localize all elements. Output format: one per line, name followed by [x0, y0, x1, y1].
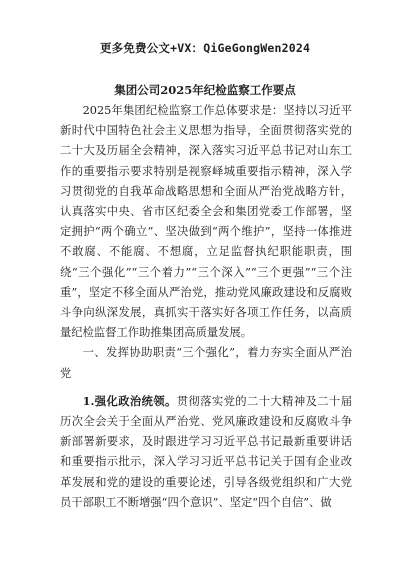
promo-header: 更多免费公文+VX：QiGeGongWen2024: [99, 41, 311, 55]
item-text: 贯彻落实党的二十大精神及二十届历次全会关于全面从严治党、党风廉政建设和反腐败斗争新部署新要求，及时跟进学习习近平总书记最新重要讲话和重要指示批示，深入学习习近平总书记关于国有企业改革发展和党的建设的重要论述，引导各级党组织和广大党员干部职工不断增强“四个意识”、坚定“四个自信”、做: [60, 394, 352, 509]
item-lead: 1.强化政治统领。: [82, 393, 177, 408]
intro-paragraph: 2025年集团纪检监察工作总体要求是：坚持以习近平新时代中国特色社会主义思想为指导，全面贯彻落实党的二十大及历届全会精神，深入落实习近平总书记对山东工作的重要指示要求特别是视察峄城重要指示精神，深入学习贯彻党的自我革命战略思想和全面从严治党战略方针，认真落实中央、省市区纪委全会和集团党委工作部署，坚定拥护“两个确立”、坚决做到“两个维护”，坚持一体推进不敢腐、不能腐、不想腐，立足监督执纪职能职责，围绕“三个强化”“三个着力”“三个深入”“三个更强”“三个注重”，坚定不移全面从严治党，推动党风廉政建设和反腐败斗争向纵深发展，真抓实干落实好各项工作任务，以高质量纪检监督工作助推集团高质量发展。: [60, 104, 352, 340]
document-title: 集团公司2025年纪检监察工作要点: [114, 83, 296, 97]
section-heading: 一、发挥协助职责“三个强化”，着力夯实全面从严治党: [60, 346, 352, 380]
item-paragraph: [60, 391, 352, 513]
document-body: [60, 101, 352, 513]
